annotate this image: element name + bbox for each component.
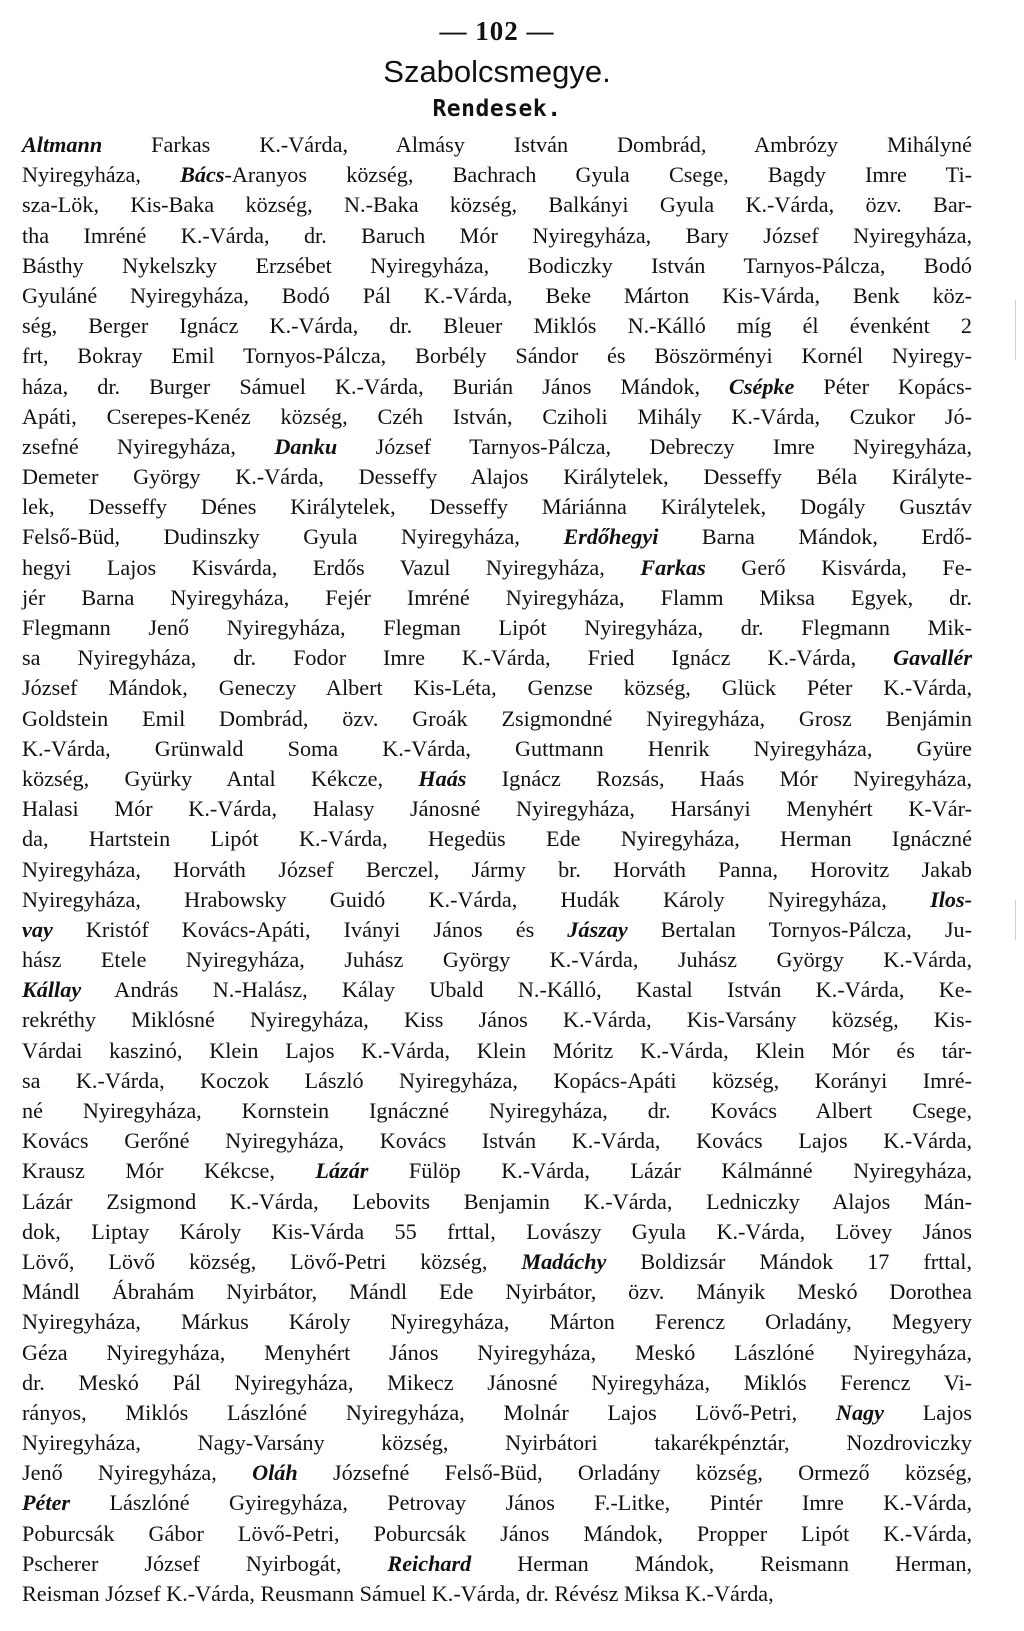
text-run: Felső-Büd, Dudinszky Gyula Nyiregyháza, xyxy=(22,524,564,550)
emphasized-name: Nagy xyxy=(835,1399,884,1425)
text-run: Nyiregyháza, xyxy=(22,162,181,188)
emphasized-name: Jászay xyxy=(567,916,628,942)
text-line xyxy=(22,1126,972,1156)
text-run: jér Barna Nyiregyháza, Fejér Imréné Nyiregyháza, Flamm Miksa Egyek, dr. xyxy=(22,584,972,610)
emphasized-name: Oláh xyxy=(252,1460,298,1486)
text-run: frt, Bokray Emil Tornyos-Pálcza, Borbély Sándor és Böszörményi Kornél Nyiregy- xyxy=(22,343,972,369)
text-line xyxy=(22,311,972,341)
text-run: Pscherer József Nyirbogát, xyxy=(22,1550,388,1576)
text-run: Fülöp K.-Várda, Lázár Kálmánné Nyiregyháza, xyxy=(368,1158,972,1184)
text-line xyxy=(22,824,972,854)
text-run: Flegmann Jenő Nyiregyháza, Flegman Lipót Nyiregyháza, dr. Flegmann Mik- xyxy=(22,615,972,640)
emphasized-name: Bács xyxy=(180,162,225,188)
text-line xyxy=(22,1488,972,1518)
text-run: hász Etele Nyiregyháza, Juhász György K.-Várda, Juhász György K.-Várda, xyxy=(22,947,972,973)
text-line xyxy=(22,130,972,160)
text-run: zsefné Nyiregyháza, xyxy=(22,433,275,459)
text-run: Gerő Kisvárda, Fe- xyxy=(705,554,972,580)
region-title: Szabolcsmegye. xyxy=(383,54,611,89)
emphasized-name: Kállay xyxy=(22,977,82,1003)
text-run: Kovács Gerőné Nyiregyháza, Kovács István K.-Várda, Kovács Lajos K.-Várda, xyxy=(22,1128,972,1154)
text-line xyxy=(22,1036,972,1066)
text-line xyxy=(22,372,972,402)
text-run: József Mándok, Geneczy Albert Kis-Léta, Genzse község, Glück Péter K.-Várda, xyxy=(22,675,972,701)
emphasized-name: Gavallér xyxy=(893,645,972,671)
text-run: Kristóf Kovács-Apáti, Iványi János és xyxy=(52,916,568,942)
emphasized-name: Altmann xyxy=(22,132,103,157)
emphasized-name: Reichard xyxy=(387,1550,472,1576)
text-line xyxy=(22,1005,972,1035)
text-line xyxy=(22,764,972,794)
text-run: Lászlóné Gyiregyháza, Petrovay János F.-Litke, Pintér Imre K.-Várda, xyxy=(70,1490,972,1516)
text-line xyxy=(22,462,972,492)
text-line xyxy=(22,281,972,311)
text-run: Józsefné Felső-Büd, Orladány község, Ormező község, xyxy=(297,1460,972,1486)
text-run: Jenő Nyiregyháza, xyxy=(22,1460,253,1486)
text-line xyxy=(22,1579,972,1609)
text-run: Nyiregyháza, Hrabowsky Guidó K.-Várda, Hudák Károly Nyiregyháza, xyxy=(22,886,931,912)
text-line xyxy=(22,704,972,734)
text-line xyxy=(22,613,972,643)
text-line xyxy=(22,855,972,885)
emphasized-name: Madáchy xyxy=(521,1248,607,1274)
text-run: rekréthy Miklósné Nyiregyháza, Kiss János K.-Várda, Kis-Varsány község, Kis- xyxy=(22,1007,972,1033)
text-line xyxy=(22,1096,972,1126)
text-run: Géza Nyiregyháza, Menyhért János Nyiregyháza, Meskó Lászlóné Nyiregyháza, xyxy=(22,1339,972,1365)
emphasized-name: Ilos- xyxy=(930,886,972,912)
text-run: Mándl Ábrahám Nyirbátor, Mándl Ede Nyirbátor, özv. Mányik Meskó Dorothea xyxy=(22,1279,972,1305)
text-run: ség, Berger Ignácz K.-Várda, dr. Bleuer Miklós N.-Kálló míg él évenként 2 xyxy=(22,313,972,339)
text-line xyxy=(22,1156,972,1186)
text-line xyxy=(22,1277,972,1307)
emphasized-name: Haás xyxy=(418,765,467,791)
text-run: dr. Meskó Pál Nyiregyháza, Mikecz Jánosné Nyiregyháza, Miklós Ferencz Vi- xyxy=(22,1369,972,1395)
body-text xyxy=(22,130,972,1609)
text-line xyxy=(22,1398,972,1428)
text-line xyxy=(22,1066,972,1096)
text-run: Nyiregyháza, Márkus Károly Nyiregyháza, Márton Ferencz Orladány, Megyery xyxy=(22,1309,972,1335)
text-run: Reisman József K.-Várda, Reusmann Sámuel K.-Várda, dr. Révész Miksa K.-Várda, xyxy=(22,1581,774,1606)
text-line xyxy=(22,1247,972,1277)
emphasized-name: Erdőhegyi xyxy=(563,524,659,550)
text-run: Poburcsák Gábor Lövő-Petri, Poburcsák János Mándok, Propper Lipót K.-Várda, xyxy=(22,1520,972,1546)
text-run: sa K.-Várda, Koczok László Nyiregyháza, Kopács-Apáti község, Korányi Imré- xyxy=(22,1067,972,1093)
text-run: Halasi Mór K.-Várda, Halasy Jánosné Nyiregyháza, Harsányi Menyhért K-Vár- xyxy=(22,796,972,822)
text-line xyxy=(22,583,972,613)
text-line xyxy=(22,251,972,281)
text-run: Demeter György K.-Várda, Desseffy Alajos Királytelek, Desseffy Béla Királyte- xyxy=(22,464,972,490)
text-line xyxy=(22,643,972,673)
emphasized-name: vay xyxy=(22,916,53,942)
text-line xyxy=(22,734,972,764)
text-run: Ignácz Rozsás, Haás Mór Nyiregyháza, xyxy=(466,765,972,791)
text-run: Bertalan Tornyos-Pálcza, Ju- xyxy=(627,916,972,942)
text-run: dok, Liptay Károly Kis-Várda 55 frttal, Lovászy Gyula K.-Várda, Lövey János xyxy=(22,1218,972,1244)
text-line xyxy=(22,1519,972,1549)
text-line xyxy=(22,160,972,190)
text-line xyxy=(22,915,972,945)
text-run: Gyuláné Nyiregyháza, Bodó Pál K.-Várda, Beke Márton Kis-Várda, Benk köz- xyxy=(22,282,972,308)
text-run: sza-Lök, Kis-Baka község, N.-Baka község, Balkányi Gyula K.-Várda, özv. Bar- xyxy=(22,192,972,218)
text-run: András N.-Halász, Kálay Ubald N.-Kálló, Kastal István K.-Várda, Ke- xyxy=(81,977,972,1003)
text-run: Boldizsár Mándok 17 frttal, xyxy=(606,1248,972,1274)
text-line xyxy=(22,673,972,703)
text-line xyxy=(22,1217,972,1247)
text-run: Herman Mándok, Reismann Herman, xyxy=(471,1550,972,1576)
text-run: rányos, Miklós Lászlóné Nyiregyháza, Molnár Lajos Lövő-Petri, xyxy=(22,1399,836,1425)
text-line xyxy=(22,341,972,371)
text-line xyxy=(22,975,972,1005)
section-title: Rendesek. xyxy=(432,96,562,122)
text-run: Lázár Zsigmond K.-Várda, Lebovits Benjamin K.-Várda, Ledniczky Alajos Mán- xyxy=(22,1188,972,1214)
emphasized-name: Lázár xyxy=(315,1158,369,1184)
scan-edge-mark xyxy=(1015,900,1016,940)
text-run: K.-Várda, Grünwald Soma K.-Várda, Guttmann Henrik Nyiregyháza, Gyüre xyxy=(22,735,972,761)
scan-edge-mark xyxy=(1015,300,1016,360)
text-run: tha Imréné K.-Várda, dr. Baruch Mór Nyiregyháza, Bary József Nyiregyháza, xyxy=(22,222,972,248)
text-line xyxy=(22,402,972,432)
text-run: sa Nyiregyháza, dr. Fodor Imre K.-Várda, Fried Ignácz K.-Várda, xyxy=(22,645,894,671)
text-line xyxy=(22,221,972,251)
text-run: né Nyiregyháza, Kornstein Ignáczné Nyiregyháza, dr. Kovács Albert Csege, xyxy=(22,1098,972,1123)
text-run: lek, Desseffy Dénes Királytelek, Desseffy Máriánna Királytelek, Dogály Gusztáv xyxy=(22,494,972,520)
text-run: község, Gyürky Antal Kékcze, xyxy=(22,765,419,791)
text-run: József Tarnyos-Pálcza, Debreczy Imre Nyiregyháza, xyxy=(337,433,972,459)
text-run: da, Hartstein Lipót K.-Várda, Hegedüs Ede Nyiregyháza, Herman Ignáczné xyxy=(22,826,972,852)
text-line xyxy=(22,492,972,522)
text-line xyxy=(22,1549,972,1579)
text-line xyxy=(22,432,972,462)
text-line xyxy=(22,1368,972,1398)
emphasized-name: Csépke xyxy=(729,373,795,399)
emphasized-name: Danku xyxy=(274,433,338,459)
text-line xyxy=(22,945,972,975)
document-page xyxy=(22,14,972,1614)
text-line xyxy=(22,1458,972,1488)
text-line xyxy=(22,885,972,915)
emphasized-name: Farkas xyxy=(640,554,706,580)
text-line xyxy=(22,1187,972,1217)
text-run: Barna Mándok, Erdő- xyxy=(658,524,972,550)
text-run: Péter Kopács- xyxy=(794,373,972,399)
text-run: Lajos xyxy=(883,1399,973,1425)
text-run: háza, dr. Burger Sámuel K.-Várda, Burián János Mándok, xyxy=(22,373,730,399)
text-line xyxy=(22,522,972,552)
text-run: Várdai kaszinó, Klein Lajos K.-Várda, Klein Móritz K.-Várda, Klein Mór és tár- xyxy=(22,1037,972,1063)
text-run: Nyiregyháza, Horváth József Berczel, Jármy br. Horváth Panna, Horovitz Jakab xyxy=(22,856,972,882)
text-run: Lövő, Lövő község, Lövő-Petri község, xyxy=(22,1248,522,1274)
text-run: Goldstein Emil Dombrád, özv. Groák Zsigmondné Nyiregyháza, Grosz Benjámin xyxy=(22,705,972,731)
text-run: Nyiregyháza, Nagy-Varsány község, Nyirbátori takarékpénztár, Nozdroviczky xyxy=(22,1430,972,1456)
text-line xyxy=(22,1338,972,1368)
page-number: — 102 — xyxy=(439,16,555,46)
text-line xyxy=(22,1307,972,1337)
text-line xyxy=(22,190,972,220)
text-run: Farkas K.-Várda, Almásy István Dombrád, Ambrózy Mihályné xyxy=(102,132,972,157)
text-line xyxy=(22,553,972,583)
text-run: Básthy Nykelszky Erzsébet Nyiregyháza, Bodiczky István Tarnyos-Pálcza, Bodó xyxy=(22,252,972,278)
emphasized-name: Péter xyxy=(22,1490,71,1516)
text-run: Apáti, Cserepes-Kenéz község, Czéh István, Cziholi Mihály K.-Várda, Czukor Jó- xyxy=(22,403,972,429)
text-run: Krausz Mór Kékcse, xyxy=(22,1158,316,1184)
text-run: -Aranyos község, Bachrach Gyula Csege, Bagdy Imre Ti- xyxy=(224,162,973,188)
text-run: hegyi Lajos Kisvárda, Erdős Vazul Nyiregyháza, xyxy=(22,554,641,580)
text-line xyxy=(22,794,972,824)
text-line xyxy=(22,1428,972,1458)
